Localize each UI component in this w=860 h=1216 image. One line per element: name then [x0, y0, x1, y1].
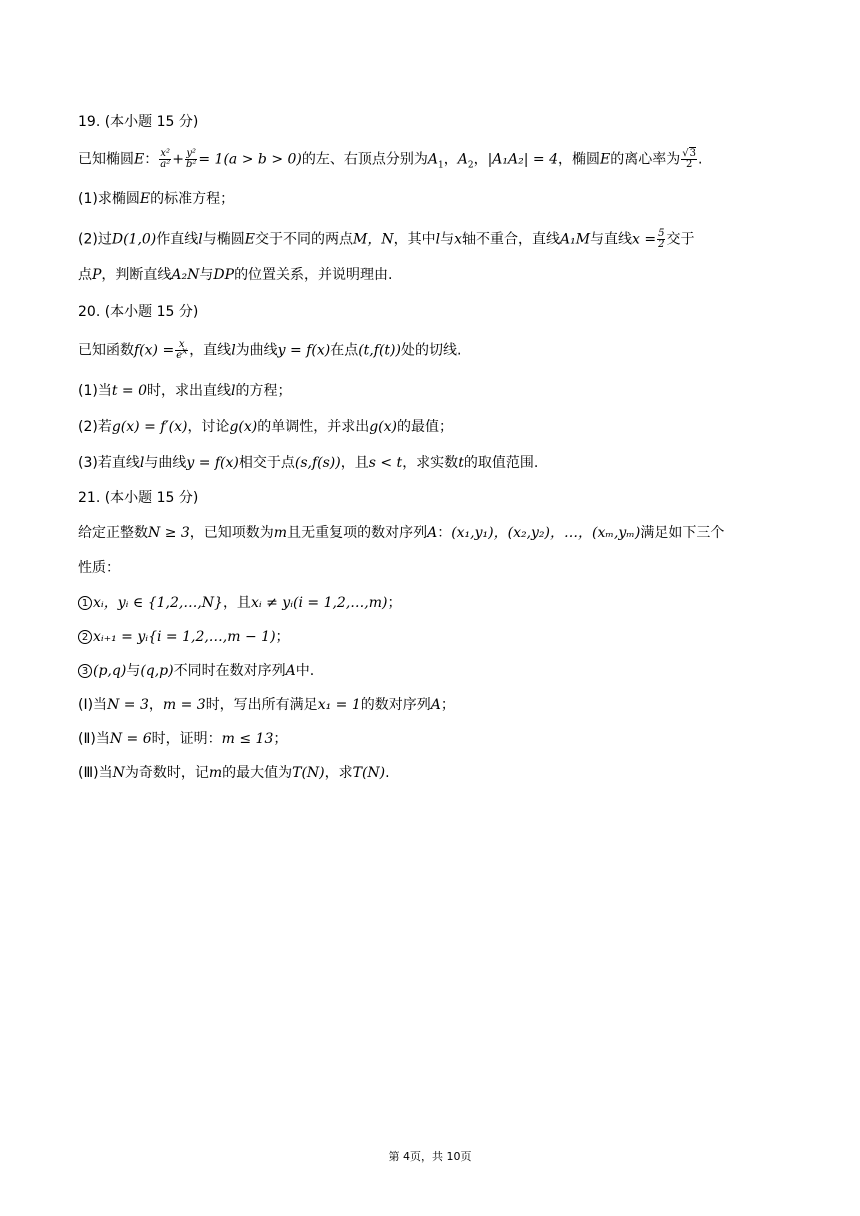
q21-stem-line1: 给定正整数N ≥ 3，已知项数为m且无重复项的数对序列A：(x₁,y₁)，(x₂,y₂)，…，(xₘ,yₘ)满足如下三个 — [78, 525, 725, 541]
q21-heading: 21. (本小题 15 分) — [78, 490, 199, 506]
q19-part1: (1)求椭圆E的标准方程； — [78, 191, 235, 207]
circled-number-2: 2 — [78, 630, 92, 644]
q19-part2-line2: 点P，判断直线A₂N与DP的位置关系，并说明理由. — [78, 267, 393, 283]
circled-number-3: 3 — [78, 664, 92, 678]
circled-number-1: 1 — [78, 596, 92, 610]
q21-property-3: 3 (p,q)与(q,p)不同时在数对序列A中. — [78, 662, 314, 680]
q21-property-2: 2 xᵢ₊₁ = yᵢ{i = 1,2,…,m − 1)； — [78, 628, 290, 646]
q21-part2: (Ⅱ)当N = 6时，证明：m ≤ 13； — [78, 731, 288, 747]
q20-stem: 已知函数f(x) = $\frac{x}{e^x}$ ，直线l为曲线y = f(x)在点(t,f(t))处的切线. — [78, 339, 462, 361]
q20-part2: (2)若g(x) = f′(x)，讨论g(x)的单调性，并求出g(x)的最值； — [78, 419, 453, 435]
fraction-x-ex: $\frac{x}{e^x}$ — [176, 339, 188, 361]
q21-part3: (Ⅲ)当N为奇数时，记m的最大值为T(N)，求T(N). — [78, 765, 390, 781]
q21-stem-line2: 性质： — [78, 560, 120, 576]
q20-part3: (3)若直线l与曲线y = f(x)相交于点(s,f(s))，且s < t，求实数t的取值范围. — [78, 455, 539, 471]
fraction-5-2: $\frac{5}{2}$ — [658, 228, 665, 250]
fraction-x2-a2: $\frac{\text{x²}}{\text{a²}}$ — [160, 148, 171, 170]
q21-property-1: 1 xᵢ，yᵢ ∈ {1,2,…,N}，且xᵢ ≠ yᵢ(i = 1,2,…,m)； — [78, 594, 401, 612]
page-footer — [0, 1150, 860, 1164]
q20-part1: (1)当t = 0时，求出直线l的方程； — [78, 383, 292, 399]
q21-part1: (Ⅰ)当N = 3，m = 3时，写出所有满足x₁ = 1的数对序列A； — [78, 697, 455, 713]
fraction-sqrt3-2: $\frac{√3}{2}$ — [682, 148, 696, 170]
fraction-y2-b2: $\frac{\text{y²}}{\text{b²}}$ — [185, 148, 197, 170]
page-number: 第 4页，共 10页 — [388, 1150, 472, 1163]
q19-stem: 已知椭圆E： $\frac{\text{x²}}{\text{a²}}$ + $\frac{\text{y²}}{\text{b²}}$ = 1(a > b > 0)的左、右顶点分别为$A_1$，$A_2$，|A₁A₂| = 4，椭圆E的离心率为 $\frac{√3}{2}$ . — [78, 148, 703, 171]
q20-heading: 20. (本小题 15 分) — [78, 304, 199, 320]
q19-part2-line1: (2)过D(1,0)作直线l与椭圆E交于不同的两点M，N，其中l与x轴不重合，直线A₁M与直线x = $\frac{5}{2}$ 交于 — [78, 228, 695, 250]
q19-heading: 19. (本小题 15 分) — [78, 114, 199, 130]
